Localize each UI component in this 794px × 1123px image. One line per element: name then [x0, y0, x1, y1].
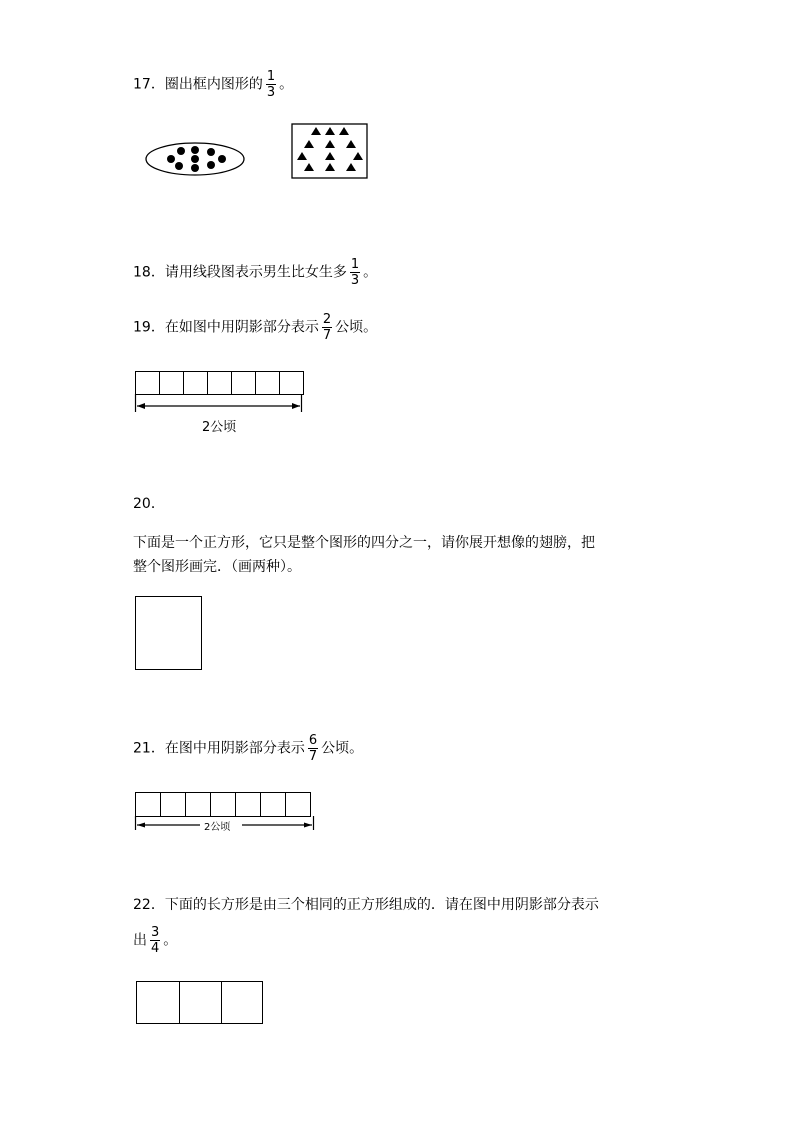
- dot: [191, 155, 199, 163]
- q19-cell-strip[interactable]: [135, 371, 304, 395]
- question-end: 公顷。: [321, 740, 364, 757]
- triangle: [304, 140, 314, 148]
- question-22-line-1: [133, 895, 599, 915]
- triangle: [346, 163, 356, 171]
- grid-cell[interactable]: [286, 792, 311, 817]
- question-text: 下面的长方形是由三个相同的正方形组成的．请在图中用阴影部分表示: [164, 897, 599, 913]
- question-21: [133, 734, 363, 763]
- question-text: 请用线段图表示男生比女生多: [164, 264, 347, 281]
- question-text: 出: [133, 932, 147, 949]
- question-end: 。: [279, 76, 294, 93]
- grid-cell[interactable]: [280, 371, 304, 395]
- triangle: [353, 152, 363, 160]
- fraction: [150, 926, 160, 955]
- dot: [191, 146, 199, 154]
- fraction-denominator: 3: [266, 85, 276, 100]
- fraction-numerator: 6: [308, 733, 318, 748]
- dots-ellipse-figure: [140, 138, 250, 180]
- grid-cell[interactable]: [208, 371, 232, 395]
- question-number: 18．: [133, 264, 165, 281]
- triangle: [311, 127, 321, 135]
- fraction-denominator: 7: [308, 749, 318, 764]
- grid-cell[interactable]: [211, 792, 236, 817]
- grid-cell[interactable]: [186, 792, 211, 817]
- q19-measure-arrow: [134, 394, 306, 414]
- grid-cell[interactable]: [161, 792, 186, 817]
- fraction: [266, 70, 276, 99]
- question-22-line-2: [133, 926, 177, 955]
- q21-scale-label: 2公顷: [204, 822, 231, 833]
- dot: [207, 161, 215, 169]
- question-text: 在如图中用阴影部分表示: [164, 319, 319, 336]
- fraction-numerator: 2: [322, 312, 332, 327]
- dot: [177, 147, 185, 155]
- grid-cell[interactable]: [256, 371, 280, 395]
- triangle: [325, 127, 335, 135]
- question-end: 。: [163, 932, 178, 949]
- q20-square[interactable]: [135, 596, 202, 670]
- dot: [218, 155, 226, 163]
- grid-cell[interactable]: [232, 371, 256, 395]
- question-20-number: 20．: [133, 496, 165, 512]
- grid-cell[interactable]: [136, 792, 161, 817]
- fraction: [322, 313, 332, 342]
- question-20-line-1: 下面是一个正方形，它只是整个图形的四分之一，请你展开想像的翅膀，把: [133, 535, 595, 551]
- triangle: [339, 127, 349, 135]
- dot: [167, 155, 175, 163]
- fraction-numerator: 1: [266, 69, 276, 84]
- triangle: [325, 140, 335, 148]
- question-number: 22．: [133, 897, 165, 913]
- square-cell[interactable]: [180, 981, 222, 1024]
- triangle: [346, 140, 356, 148]
- grid-cell[interactable]: [184, 371, 208, 395]
- grid-cell[interactable]: [136, 371, 160, 395]
- fraction: [350, 258, 360, 287]
- question-text: 圈出框内图形的: [164, 76, 263, 93]
- question-number: 17．: [133, 76, 165, 93]
- triangle: [325, 163, 335, 171]
- fraction: [308, 734, 318, 763]
- square-cell[interactable]: [137, 981, 180, 1024]
- fraction-numerator: 3: [151, 925, 160, 940]
- question-17: [133, 70, 293, 99]
- fraction-numerator: 1: [350, 257, 360, 272]
- q21-cell-strip[interactable]: [135, 792, 311, 817]
- fraction-denominator: 4: [151, 941, 160, 956]
- grid-cell[interactable]: [160, 371, 184, 395]
- triangle: [297, 152, 307, 160]
- question-18: [133, 258, 377, 287]
- grid-cell[interactable]: [261, 792, 286, 817]
- question-20-line-2: 整个图形画完．（画两种）。: [133, 559, 301, 575]
- fraction-denominator: 7: [322, 328, 332, 343]
- q22-rectangle[interactable]: [136, 981, 263, 1024]
- question-number: 19．: [133, 319, 165, 336]
- question-end: 。: [363, 264, 378, 281]
- triangles-box-figure: [291, 123, 369, 180]
- fraction-denominator: 3: [350, 273, 360, 288]
- q19-scale-label: 2公顷: [202, 420, 237, 435]
- dot: [175, 162, 183, 170]
- question-text: 在图中用阴影部分表示: [164, 740, 305, 757]
- question-19: [133, 313, 377, 342]
- dot: [207, 148, 215, 156]
- triangle: [304, 163, 314, 171]
- dot: [191, 164, 199, 172]
- grid-cell[interactable]: [236, 792, 261, 817]
- question-number: 21．: [133, 740, 165, 757]
- square-cell[interactable]: [222, 981, 263, 1024]
- triangle: [325, 152, 335, 160]
- question-end: 公顷。: [335, 319, 378, 336]
